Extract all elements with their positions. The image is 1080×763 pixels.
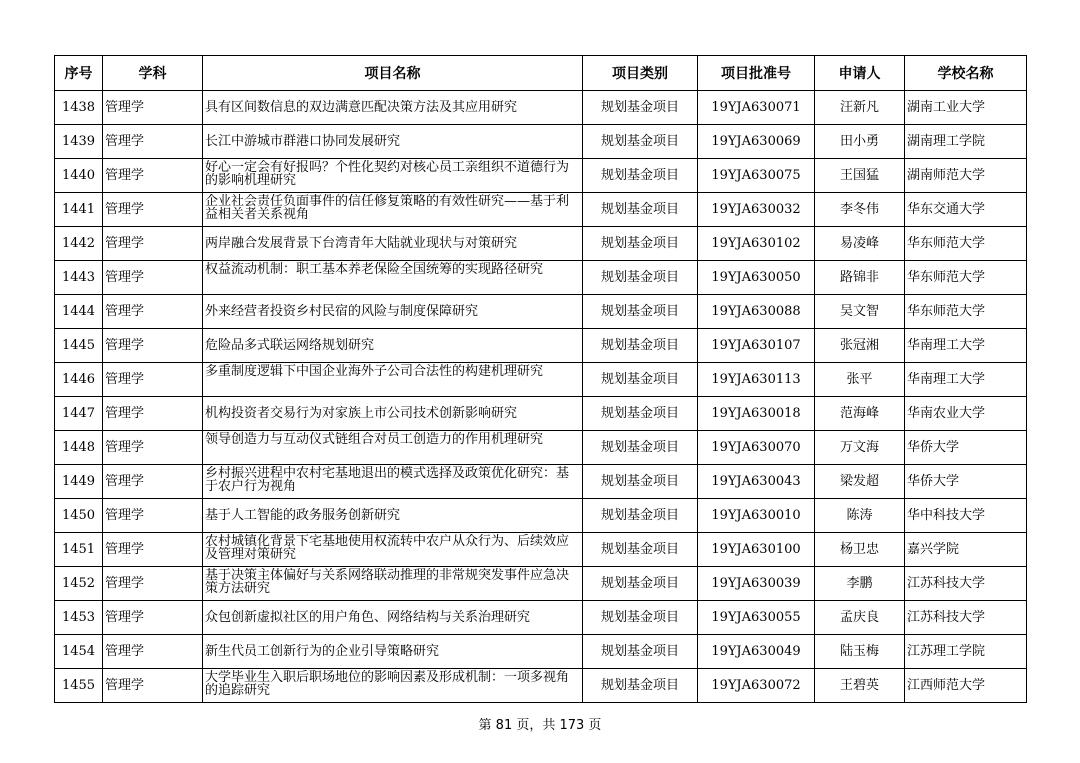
cell-no: 1454 xyxy=(55,635,103,669)
cell-school: 华东师范大学 xyxy=(905,261,1027,295)
table-row xyxy=(55,125,1027,159)
project-table-sheet xyxy=(54,55,1026,703)
cell-subject: 管理学 xyxy=(103,431,203,465)
cell-category: 规划基金项目 xyxy=(583,635,698,669)
title-text: 农村城镇化背景下宅基地使用权流转中农户从众行为、后续效应及管理对策研究 xyxy=(205,534,570,562)
cell-category: 规划基金项目 xyxy=(583,261,698,295)
cell-subject: 管理学 xyxy=(103,227,203,261)
header-applicant: 申请人 xyxy=(815,56,905,91)
header-category: 项目类别 xyxy=(583,56,698,91)
cell-no: 1443 xyxy=(55,261,103,295)
table-row xyxy=(55,227,1027,261)
cell-no: 1452 xyxy=(55,567,103,601)
table-row xyxy=(55,533,1027,567)
cell-school: 江西师范大学 xyxy=(905,669,1027,703)
cell-applicant: 路锦非 xyxy=(815,261,905,295)
cell-no: 1438 xyxy=(55,91,103,125)
table-row xyxy=(55,159,1027,193)
cell-subject: 管理学 xyxy=(103,159,203,193)
cell-school: 湖南理工学院 xyxy=(905,125,1027,159)
cell-approval: 19YJA630010 xyxy=(698,499,815,533)
table-header-row xyxy=(55,56,1027,91)
title-text: 众包创新虚拟社区的用户角色、网络结构与关系治理研究 xyxy=(205,610,531,625)
cell-applicant: 吴文智 xyxy=(815,295,905,329)
cell-approval: 19YJA630055 xyxy=(698,601,815,635)
cell-no: 1455 xyxy=(55,669,103,703)
cell-school: 嘉兴学院 xyxy=(905,533,1027,567)
cell-school: 华侨大学 xyxy=(905,431,1027,465)
cell-applicant: 张冠湘 xyxy=(815,329,905,363)
cell-subject: 管理学 xyxy=(103,193,203,227)
table-row xyxy=(55,567,1027,601)
cell-category: 规划基金项目 xyxy=(583,193,698,227)
header-school: 学校名称 xyxy=(905,56,1027,91)
cell-category: 规划基金项目 xyxy=(583,499,698,533)
cell-school: 华东交通大学 xyxy=(905,193,1027,227)
cell-subject: 管理学 xyxy=(103,397,203,431)
cell-no: 1451 xyxy=(55,533,103,567)
cell-approval: 19YJA630018 xyxy=(698,397,815,431)
cell-category: 规划基金项目 xyxy=(583,363,698,397)
cell-subject: 管理学 xyxy=(103,91,203,125)
table-row xyxy=(55,193,1027,227)
cell-title xyxy=(203,567,583,601)
cell-school: 华南理工大学 xyxy=(905,363,1027,397)
cell-subject: 管理学 xyxy=(103,635,203,669)
cell-subject: 管理学 xyxy=(103,125,203,159)
cell-title xyxy=(203,363,583,397)
table-row xyxy=(55,91,1027,125)
cell-subject: 管理学 xyxy=(103,363,203,397)
table-row xyxy=(55,669,1027,703)
cell-applicant: 汪新凡 xyxy=(815,91,905,125)
cell-applicant: 田小勇 xyxy=(815,125,905,159)
cell-title xyxy=(203,159,583,193)
title-text: 外来经营者投资乡村民宿的风险与制度保障研究 xyxy=(205,304,479,319)
cell-no: 1448 xyxy=(55,431,103,465)
table-row xyxy=(55,499,1027,533)
cell-approval: 19YJA630069 xyxy=(698,125,815,159)
cell-no: 1439 xyxy=(55,125,103,159)
table-row xyxy=(55,329,1027,363)
cell-approval: 19YJA630071 xyxy=(698,91,815,125)
title-text: 基于人工智能的政务服务创新研究 xyxy=(205,508,401,523)
table-row xyxy=(55,397,1027,431)
cell-category: 规划基金项目 xyxy=(583,669,698,703)
table-row xyxy=(55,635,1027,669)
cell-title xyxy=(203,397,583,431)
page-number: 第 81 页，共 173 页 xyxy=(478,718,602,733)
cell-category: 规划基金项目 xyxy=(583,601,698,635)
cell-subject: 管理学 xyxy=(103,329,203,363)
cell-title xyxy=(203,499,583,533)
title-text: 具有区间数信息的双边满意匹配决策方法及其应用研究 xyxy=(205,100,518,115)
cell-no: 1440 xyxy=(55,159,103,193)
cell-title xyxy=(203,329,583,363)
cell-applicant: 陆玉梅 xyxy=(815,635,905,669)
header-subject: 学科 xyxy=(103,56,203,91)
cell-category: 规划基金项目 xyxy=(583,227,698,261)
cell-category: 规划基金项目 xyxy=(583,533,698,567)
cell-applicant: 易凌峰 xyxy=(815,227,905,261)
cell-applicant: 王碧英 xyxy=(815,669,905,703)
cell-title xyxy=(203,465,583,499)
cell-school: 华南理工大学 xyxy=(905,329,1027,363)
title-text: 危险品多式联运网络规划研究 xyxy=(205,338,375,353)
cell-approval: 19YJA630039 xyxy=(698,567,815,601)
title-text: 乡村振兴进程中农村宅基地退出的模式选择及政策优化研究：基于农户行为视角 xyxy=(205,466,570,494)
cell-school: 江苏科技大学 xyxy=(905,567,1027,601)
header-approval: 项目批准号 xyxy=(698,56,815,91)
project-table xyxy=(54,55,1027,703)
cell-approval: 19YJA630072 xyxy=(698,669,815,703)
cell-approval: 19YJA630032 xyxy=(698,193,815,227)
cell-approval: 19YJA630088 xyxy=(698,295,815,329)
cell-approval: 19YJA630075 xyxy=(698,159,815,193)
cell-applicant: 梁发超 xyxy=(815,465,905,499)
cell-category: 规划基金项目 xyxy=(583,91,698,125)
cell-no: 1442 xyxy=(55,227,103,261)
cell-no: 1446 xyxy=(55,363,103,397)
title-text: 机构投资者交易行为对家族上市公司技术创新影响研究 xyxy=(205,406,518,421)
cell-category: 规划基金项目 xyxy=(583,159,698,193)
cell-approval: 19YJA630049 xyxy=(698,635,815,669)
table-row xyxy=(55,465,1027,499)
cell-applicant: 范海峰 xyxy=(815,397,905,431)
cell-subject: 管理学 xyxy=(103,499,203,533)
header-no: 序号 xyxy=(55,56,103,91)
cell-school: 华东师范大学 xyxy=(905,295,1027,329)
title-text: 基于决策主体偏好与关系网络联动推理的非常规突发事件应急决策方法研究 xyxy=(205,568,570,596)
cell-school: 华中科技大学 xyxy=(905,499,1027,533)
cell-approval: 19YJA630107 xyxy=(698,329,815,363)
cell-category: 规划基金项目 xyxy=(583,295,698,329)
cell-no: 1444 xyxy=(55,295,103,329)
table-row xyxy=(55,363,1027,397)
cell-title xyxy=(203,601,583,635)
cell-subject: 管理学 xyxy=(103,465,203,499)
cell-category: 规划基金项目 xyxy=(583,431,698,465)
table-row xyxy=(55,295,1027,329)
cell-category: 规划基金项目 xyxy=(583,125,698,159)
cell-applicant: 张平 xyxy=(815,363,905,397)
cell-category: 规划基金项目 xyxy=(583,567,698,601)
cell-subject: 管理学 xyxy=(103,567,203,601)
cell-title xyxy=(203,669,583,703)
cell-applicant: 王国猛 xyxy=(815,159,905,193)
cell-applicant: 孟庆良 xyxy=(815,601,905,635)
cell-school: 华东师范大学 xyxy=(905,227,1027,261)
cell-subject: 管理学 xyxy=(103,261,203,295)
cell-no: 1450 xyxy=(55,499,103,533)
table-row xyxy=(55,431,1027,465)
cell-no: 1449 xyxy=(55,465,103,499)
cell-school: 江苏科技大学 xyxy=(905,601,1027,635)
cell-title xyxy=(203,295,583,329)
cell-no: 1441 xyxy=(55,193,103,227)
cell-subject: 管理学 xyxy=(103,601,203,635)
cell-applicant: 杨卫忠 xyxy=(815,533,905,567)
cell-applicant: 李鹏 xyxy=(815,567,905,601)
cell-subject: 管理学 xyxy=(103,295,203,329)
title-text: 领导创造力与互动仪式链组合对员工创造力的作用机理研究 xyxy=(205,432,544,447)
cell-applicant: 万文海 xyxy=(815,431,905,465)
cell-title xyxy=(203,193,583,227)
title-text: 好心一定会有好报吗？个性化契约对核心员工亲组织不道德行为的影响机理研究 xyxy=(205,160,570,188)
cell-category: 规划基金项目 xyxy=(583,329,698,363)
cell-approval: 19YJA630050 xyxy=(698,261,815,295)
cell-category: 规划基金项目 xyxy=(583,397,698,431)
cell-title xyxy=(203,125,583,159)
cell-no: 1445 xyxy=(55,329,103,363)
cell-title xyxy=(203,261,583,295)
cell-approval: 19YJA630043 xyxy=(698,465,815,499)
header-title: 项目名称 xyxy=(203,56,583,91)
cell-school: 华南农业大学 xyxy=(905,397,1027,431)
cell-approval: 19YJA630070 xyxy=(698,431,815,465)
cell-category: 规划基金项目 xyxy=(583,465,698,499)
cell-approval: 19YJA630102 xyxy=(698,227,815,261)
title-text: 权益流动机制：职工基本养老保险全国统筹的实现路径研究 xyxy=(205,262,544,277)
cell-school: 湖南师范大学 xyxy=(905,159,1027,193)
cell-applicant: 陈涛 xyxy=(815,499,905,533)
table-row xyxy=(55,261,1027,295)
cell-subject: 管理学 xyxy=(103,669,203,703)
cell-school: 江苏理工学院 xyxy=(905,635,1027,669)
title-text: 大学毕业生入职后职场地位的影响因素及形成机制：一项多视角的追踪研究 xyxy=(205,670,570,698)
title-text: 长江中游城市群港口协同发展研究 xyxy=(205,134,401,149)
title-text: 多重制度逻辑下中国企业海外子公司合法性的构建机理研究 xyxy=(205,364,544,379)
title-text: 企业社会责任负面事件的信任修复策略的有效性研究——基于利益相关者关系视角 xyxy=(205,194,570,222)
cell-school: 华侨大学 xyxy=(905,465,1027,499)
cell-title xyxy=(203,227,583,261)
cell-subject: 管理学 xyxy=(103,533,203,567)
cell-title xyxy=(203,431,583,465)
title-text: 新生代员工创新行为的企业引导策略研究 xyxy=(205,644,440,659)
cell-applicant: 李冬伟 xyxy=(815,193,905,227)
cell-title xyxy=(203,91,583,125)
table-row xyxy=(55,601,1027,635)
cell-title xyxy=(203,533,583,567)
cell-no: 1453 xyxy=(55,601,103,635)
title-text: 两岸融合发展背景下台湾青年大陆就业现状与对策研究 xyxy=(205,236,518,251)
cell-approval: 19YJA630113 xyxy=(698,363,815,397)
cell-title xyxy=(203,635,583,669)
cell-no: 1447 xyxy=(55,397,103,431)
cell-school: 湖南工业大学 xyxy=(905,91,1027,125)
cell-approval: 19YJA630100 xyxy=(698,533,815,567)
